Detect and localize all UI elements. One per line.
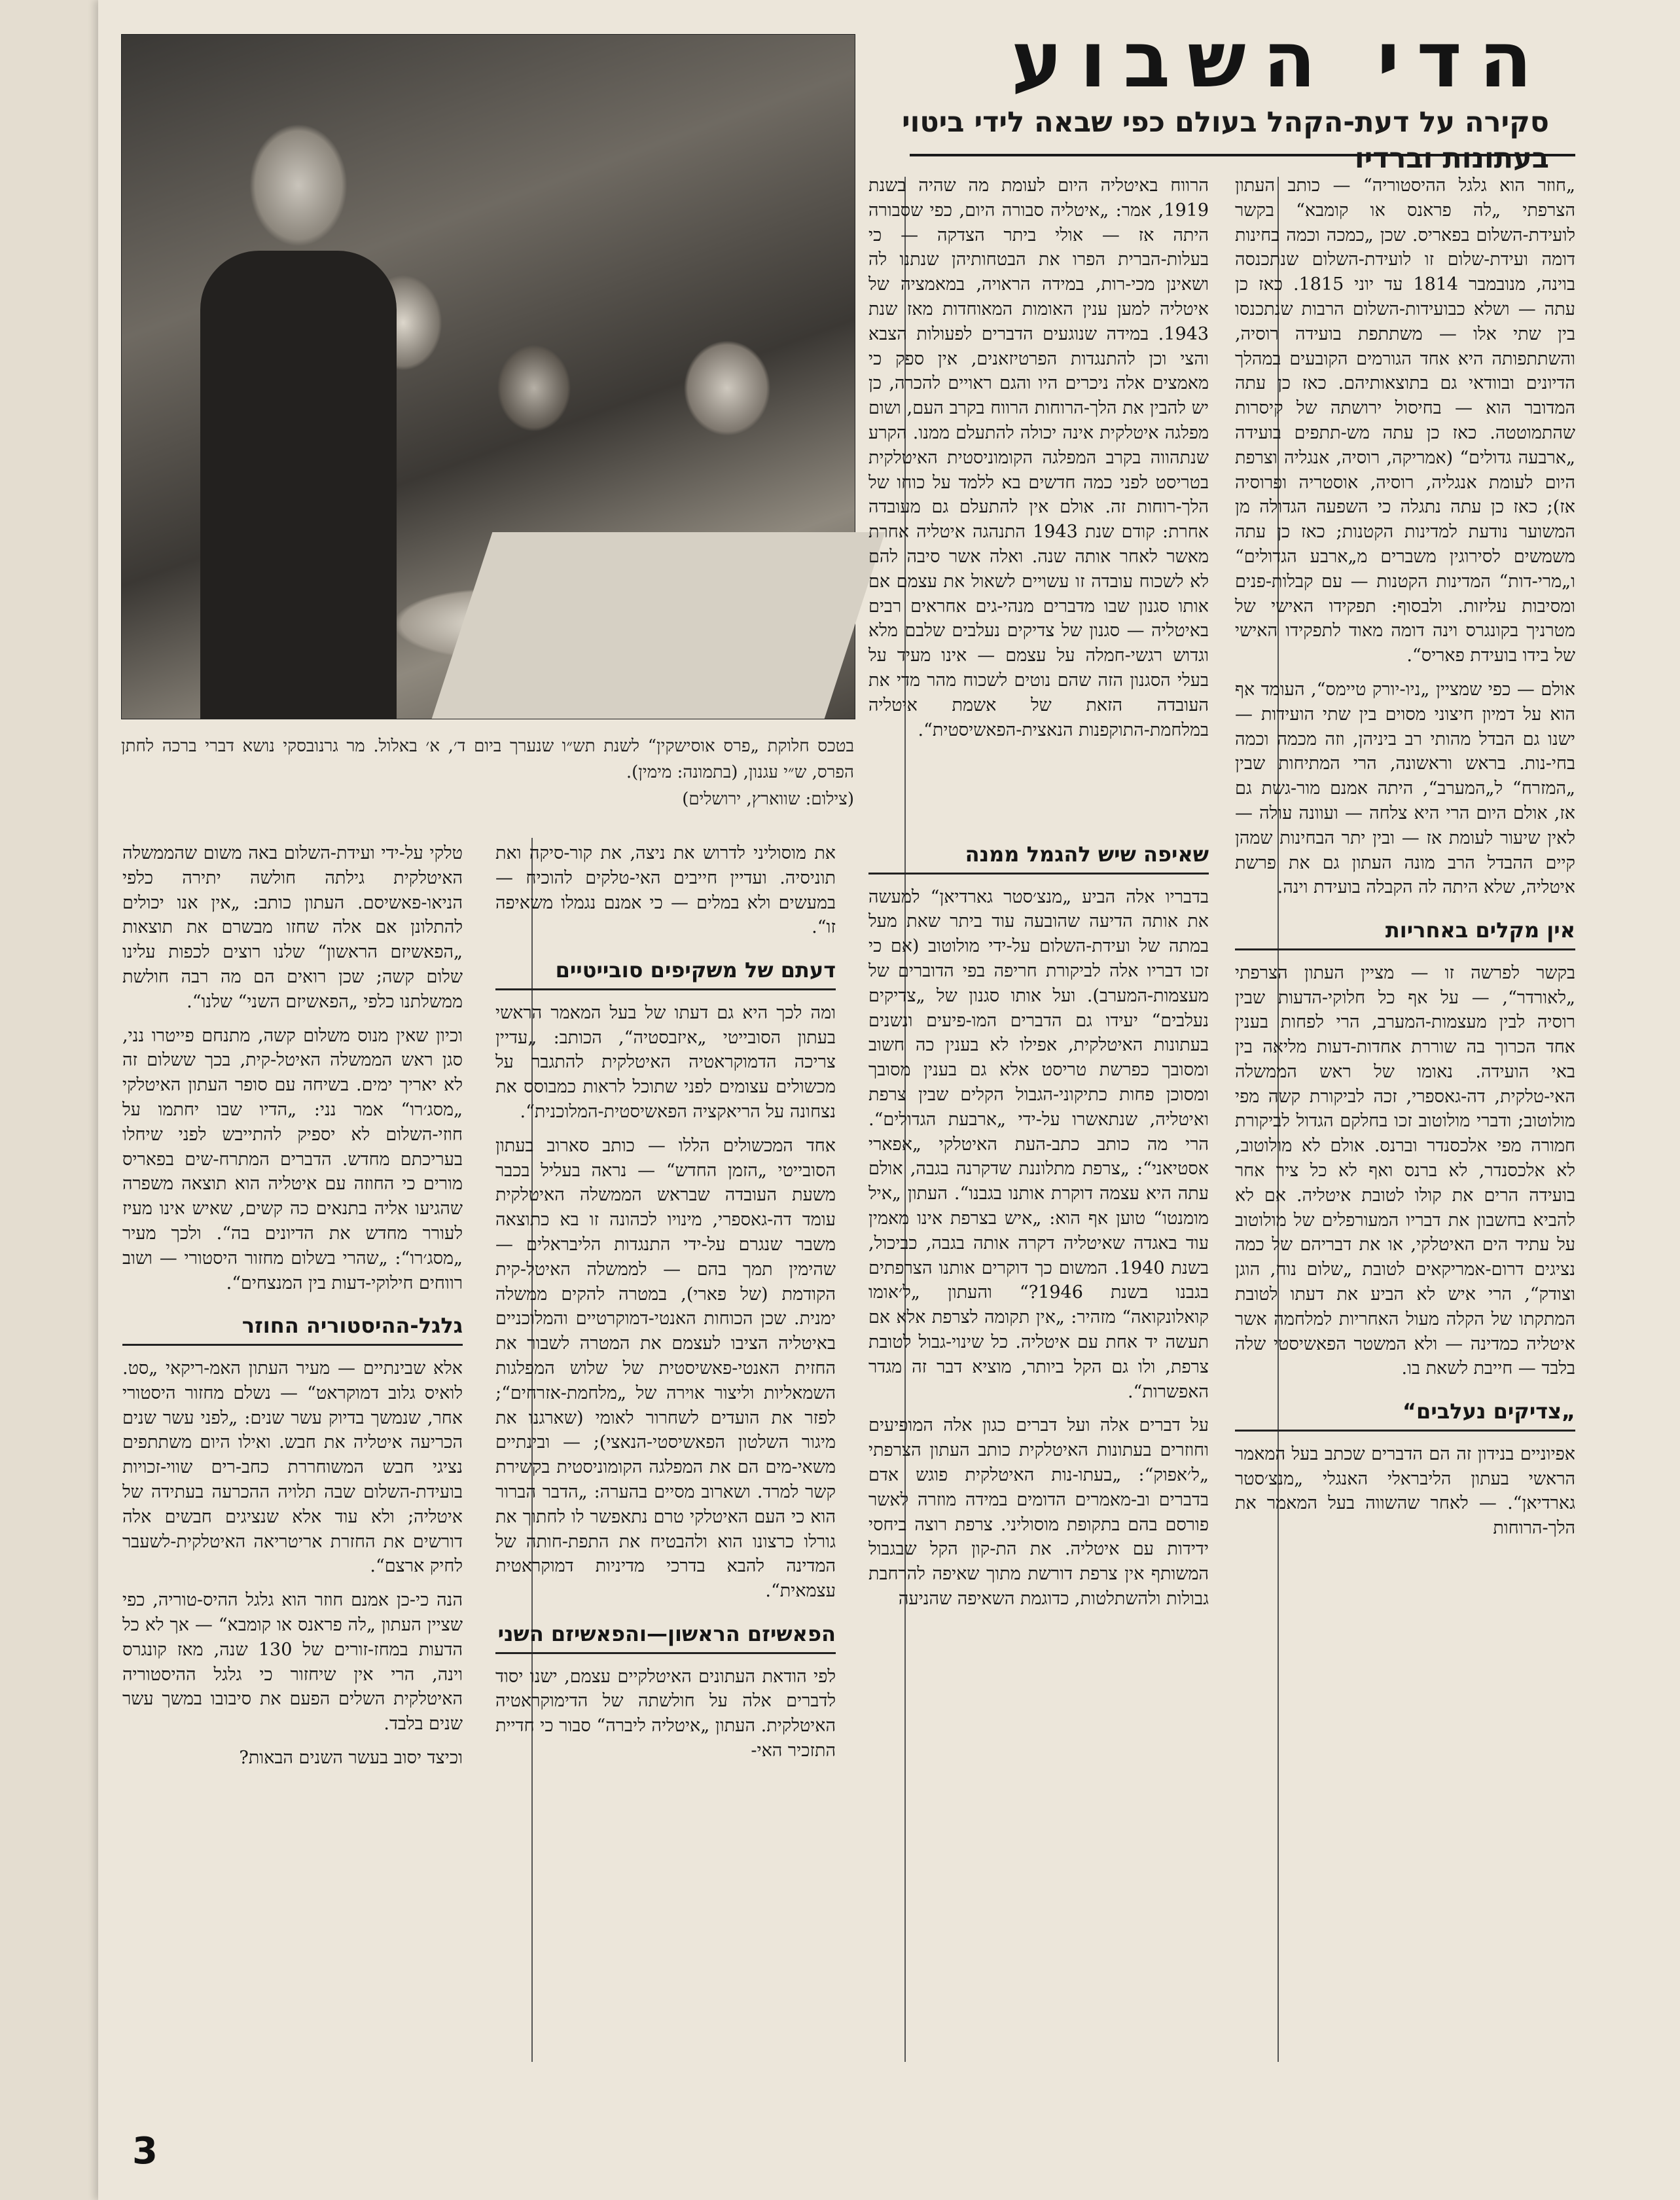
article-paragraph: אלא שבינתיים — מעיר העתון האמ-ריקאי „סט. לואיס גלוב דמוקראט“ — נשלם מחזור היסטורי אחר, שנמשך בדיוק עשר שנים: „לפני עשר שנים הכריעה איטליה את חבש. ואילו היום משתתפים נציגי חבש המשוחררת כחב-רים שווי-זכויות בועידת-השלום שבה תלויה ההכרעה בעתידה של איטליה; ולא עוד אלא שנציגים חבשים אלה דורשים את החזרת אריטריאה האיטלקית-לשעבר לחיק ארצם“. [122, 1358, 463, 1577]
article-paragraph: ומה לכך היא גם דעתו של בעל המאמר הראשי בעתון הסובייטי „איזבסטיה“, הכותב: „עדיין צריכה הדמוקראטיה האיטלקית להתגבר על מכשולים עצומים לפני שתוכל לראות כמבוסס את נצחונה על הריאקציה הפאשיסטית-המלוכנית“. [495, 1002, 836, 1122]
photo-credit: (צילום: שווארץ, ירושלים) [682, 789, 854, 809]
magazine-page [98, 0, 1680, 2200]
article-paragraph: אולם — כפי שמציין „ניו-יורק טיימס“, העומד אף הוא על דמיון חיצוני מסוים בין שתי הועידות — ישנו גם הבדל מהותי רב ביניהן, וזה מכמה וכמה בחי-נות. בראש וראשונה, הרי המתיחות שבין „המזרח“ ל„המערב“, היתה אמנם מור-גשת גם אז, אולם היום הרי היא צלחה — ועוונה עולה — לאין שיעור לעומת אז — ובין יתר הבחינות שמהן קיים ההבדל הרב מונה העתון גם את פרשת איטליה, שלא היתה לה הקבלה בועידת וינה. [1235, 679, 1575, 898]
article-paragraph: טלקי על-ידי ועידת-השלום באה משום שהממשלה האיטלקית גילתה חולשה יתירה כלפי הניאו-פאשיסם. העתון כותב: „אין אנו יכולים להתלונן אם אלה שחזו מבשרם את תוצאות „הפאשיזם הראשון“ שלנו רוצים לכפות עלינו שלום קשה; שכן רואים הם מה רבה חולשת ממשלתנו כלפי „הפאשיזם השני“ שלנו“. [122, 843, 463, 1012]
article-paragraph: הרווח באיטליה היום לעומת מה שהיה בשנת 1919, אמר: „איטליה סבורה היום, כפי שסבורה היתה אז — אולי ביתר הצדקה — כי בעלות-הברית הפרו את הבטחותיהן שנתנו לה ושאינן מכי-רות, במידה הראויה, במאמציה של איטליה למען ענין האומות המאוחדות מאז שנת 1943. במידה שנוגעים הדברים לפעולות הצבא והצי וכן להתנגדות הפרטיזאנים, אין ספק כי מאמצים אלה ניכרים היו והגם ראויים להכרה, כן יש להבין את הלך-הרוחות הרווח בקרב העם, ושום מפלגה איטלקית אינה יכולה להתעלם ממנו. הקרע שנתהווה בקרב המפלגה הקומוניסטית האיטלקית בטריסט לפני כמה חדשים בא ללמד על כוחו של הלך-רוחות זה. אולם אין להתעלם גם מעובדה אחרת: קודם שנת 1943 התנהגה איטליה אחרת מאשר לאחר אותה שנה. ואלה אשר סיבה להם לא לשכוח עובדה זו עשויים לשאול את עצמם אם אותו סגנון שבו מדברים מנהי-גים אחראים רבים באיטליה — סגנון של צדיקים נעלבים שלבם מלא וגדוש רגשי-חמלה על עצמם — אינו מעיד על בעלי הסגנון הזה שהם נוטים לשכוח מהר מדי את העובדה הזאת של אשמת איטליה במלחמת-התוקפנות הנאצית-הפאשיסטית“. [868, 175, 1209, 740]
article-paragraph: אחד המכשולים הללו — כותב סארוב בעתון הסובייטי „הזמן החדש“ — נראה בעליל בכבר משעת העובדה שבראש הממשלה האיטלקית עומד דה-גאספרי, מינויו לכהונה זו בא כתוצאה משבר שנגרם על-ידי התנגדות הליבראלים — שהימין תמך בהם — לממשלה האיטל-קית הקודמת (של פארי), במטרה להקים ממשלה ימנית. שכן הכוחות האנטי-דמוקרטיים והמלוכניים באיטליה הציבו לעצמם את המטרה לשבור את החזית האנטי-פאשיסטית של שלוש המפלגות השמאליות וליצור אוירה של „מלחמת-אזרחים“; לפזר את הועדים לשחרור לאומי (שארגנו את מיגור השלטון הפאשיסטי-הנאצי); — ובינתיים משאי-מים הם את המפלגה הקומוניסטית בקשירת קשר למרד. ושארוב מסיים בהערה: „הדבר הברור הוא כי העם האיטלקי טרם נתאפשר לו לחתוך את גורלו כרצונו הוא ולהבטיח את התפת-חותה של המדינה להבא בדרכי מדיניות דמוקראטית עצמאית“. [495, 1135, 836, 1602]
photo-caption-text: בטכס חלוקת „פרס אוסישקין“ לשנת תש״ו שנערך ביום ד׳, א׳ באלול. מר גרנובסקי נושא דברי ברכה לחתן הפרס, ש״י עגנון, (בתמונה: מימין). [121, 736, 854, 783]
article-paragraph: „חוזר הוא גלגל ההיסטוריה“ — כותב העתון הצרפתי „לה פראנס או קומבא“ בקשר לועידת-השלום בפאריס. שכן „כמכה וכמה בחינות דומה ועידת-שלום זו לועידת-השלום שנתכנסה בוינה, מנובמבר 1814 עד יוני 1815. כאז כן עתה — ושלא כבועידות-השלום הרבות שנתכנסו בין שתי אלו — משתתפת בועידה רוסיה, והשתתפותה היא אחד הגורמים הקובעים במהלך הדיונים ובוודאי גם בתוצאותיהם. כאז כן עתה המדובר הוא — בחיסול ירושתה של קיסרות שהתמוטטה. כאז כן עתה מש-תתפים בועידה „ארבעה גדולים“ (אמריקה, רוסיה, אנגליה וצרפת היום לעומת אנגליה, רוסיה, אוסטריה ופרוסיה אז); כאז כן עתה נתגלה כי השפעה הגדולה מן המשוער נודעת למדינות הקטנות; כאז כן עתה משמשים לסירוגין משברים מ„ארבע הגדולים“ ו„מרי-דות“ המדינות הקטנות — עם קבלות-פנים ומסיבות עליזות. ולבסוף: תפקידו האישי של מטרניך בקונגרס וינה דומה מאוד לתפקידו האישי של בידו בועידת פאריס“. [1235, 175, 1575, 666]
article-paragraph: על דברים אלה ועל דברים כגון אלה המופיעים וחוזרים בעתונות האיטלקית כותב העתון הצרפתי „ל׳אפוק“: „בעתו-נות האיטלקית פוגש אדם בדברים וב-מאמרים הדומים במידה מוזרה לאשר פורסם בהם בתקופת מוסוליני. צרפת רוצה ביחסי ידידות עם איטליה. את הת-קון הקל שבגבול המשותף אין צרפת דורשת מתוך שאיפה להרחבת גבולות ולהשתלטות, כדוגמת השאיפה שהניעה [868, 1415, 1209, 1609]
article-paragraph: לפי הודאת העתונים האיטלקיים עצמם, ישנו יסוד לדברים אלה על חולשתה של הדימוקראטיה האיטלקית. העתון „איטליה ליברה“ סבור כי חדיית התזכיר האי- [495, 1666, 836, 1761]
section-heading: דעתם של משקיפים סובייטיים [495, 957, 836, 990]
article-paragraph: הנה כי-כן אמנם חוזר הוא גלגל ההיס-טוריה, כפי שציין העתון „לה פראנס או קומבא“ — אך לא כל הדעות במחז-זורים של 130 שנה, מאז קונגרס וינה, הרי אין שיחזור כי גלגל ההיסטוריה האיטלקית השלים הפעם את סיבובו במשך עשר שנים בלבד. [122, 1590, 463, 1735]
article-paragraph: בדבריו אלה הביע „מנצ׳סטר גארדיאן“ למעשה את אותה הדיעה שהובעה עוד ביתר שאת מעל במתה של ועידת-השלום על-ידי מולוטוב (אם כי זכו דבריו אלה לביקורת חריפה בפי הדוברים של מעצמות-המערב). ועל אותו סגנון של „צדיקים נעלבים“ יעידו גם הדברים המו-פיעים ונשנים בעתונות האיטלקית, אפילו לא בענין כה חשוב ומסובך כפרשת טריסט אלא גם בענין מסובך ומסוכן פחות כתיקוני-הגבול הקלים שבין צרפת ואיטליה, שנתאשרו על-ידי „ארבעת הגדולים“. הרי מה כותב כתב-העת האיטלקי „אפארי אסטיאני“: „צרפת מתלוננת שדקרנה בגבה, אולם עתה היא עצמה דוקרת אותנו בגבנו“. העתון „איל מומנטו“ טוען אף הוא: „איש בצרפת אינו מאמין עוד באגדה שאיטליה דקרה אותה בגבה, כביכול, בשנת 1940. המשום כך דוקרים אותנו הצרפתים בגבנו בשנת 1946?“ והעתון „ל׳אומו קואלונקואה“ מזהיר: „אין תקומה לצרפת אלא אם תעשה יד אחת עם איטליה. כל שינוי-גבול לטובת צרפת, ולו גם הקל ביותר, מוציא דבר זה מגדר האפשרות“. [868, 886, 1209, 1402]
article-column-5 [122, 841, 463, 2085]
article-closing-line: וכיצד יסוב בעשר השנים הבאות? [239, 1747, 463, 1768]
section-heading: אין מקלים באחריות [1235, 917, 1575, 950]
photo-caption [121, 733, 854, 812]
news-photo [121, 34, 855, 719]
article-paragraph: וכיון שאין מנוס משלום קשה, מתנחם פייטרו נני, סגן ראש הממשלה האיטל-קית, בכך ששלום זה לא יאריך ימים. בשיחה עם סופר העתון האיטלקי „מסג׳רו“ אמר נני: „הדיו שבו יחתמו על חוזי-השלום לא יספיק להתייבש לפני שיחלו בעריכתם מחדש. הדברים המתרח-שים בפאריס מורים כי החוזה עם איטליה הוא תוצאה משפרה שהגיעו אליה בתנאים כה קשים, שאיש אינו מעיז לעורר מחדש את הדיונים בה“. ולכך מעיר „מסג׳רו“: „שהרי בשלום מחזור היסטורי — ושוב רווחים חילוקי-דעות בין המנצחים“. [122, 1025, 463, 1293]
masthead [816, 14, 1549, 177]
article-paragraph: את מוסוליני לדרוש את ניצה, את קור-סיקה ואת תוניסיה. ועדיין חייבים האי-טלקים להוכיח — במעשים ולא במלים — כי אמנם נגמלו משאיפה זו“. [495, 843, 836, 938]
header-rule [910, 154, 1575, 156]
article-paragraph: בקשר לפרשה זו — מציין העתון הצרפתי „לאורדר“, — על אף כל חלוקי-הדעות שבין רוסיה לבין מעצמות-המערב, הרי לפחות בענין אחד הכרוך בה שוררת אחדות-דעות מליאה בין באי הועידה. נאומו של ראש הממשלה האי-טלקית, דה-גאספרי, זכה לביקורת קשה מפי מולוטוב; ודברי מולוטוב זכו בחלקם הגדול לביקורת חמורה מפי אלכסנדר וברנס. אולם לא מולוטוב, לא אלכסנדר, לא ברנס ואף לא כל ציר אחר בועידה הרים את קולו לטובת איטליה. אם לא להביא בחשבון את דבריו המעורפלים של מולוטוב על עתיד הים האיטלקי, או את דבריהם של כמה נציגים דרום-אמריקאים לטובת „שלום נוח, הוגן וצודק“, הרי איש לא הביע את דעתו לטובת המתקתו של הקלה מעול האחריות למלחמה אשר איטליה כמדינה — ולא המשטר הפאשיסטי שלה בלבד — חייבת לשאת בו. [1235, 962, 1575, 1379]
section-heading: שאיפה שיש להגמל ממנה [868, 841, 1209, 875]
page-title: הדי השבוע [1011, 14, 1549, 105]
section-heading: „צדיקים נעלבים“ [1235, 1398, 1575, 1432]
page-number: 3 [132, 2130, 158, 2173]
article-column-4 [495, 841, 836, 2085]
section-heading: גלגל-ההיסטוריה החוזר [122, 1312, 463, 1346]
article-column-1 [1235, 173, 1575, 2052]
article-column-3 [868, 841, 1209, 2085]
page-subtitle: סקירה על דעת-הקהל בעולם כפי שבאה לידי ביטוי בעתונות וברדיו [902, 105, 1549, 175]
section-heading: הפאשיזם הראשון—והפאשיזם השני [495, 1621, 836, 1654]
photo-table [432, 532, 885, 719]
article-paragraph: אפיוניים בנידון זה הם הדברים שכתב בעל המאמר הראשי בעתון הליבראלי האנגלי „מנצ׳סטר גארדיאן“. — לאחר שהשווה בעל המאמר את הלך-הרוחות [1235, 1443, 1575, 1539]
photo-standing-figure [200, 251, 397, 719]
